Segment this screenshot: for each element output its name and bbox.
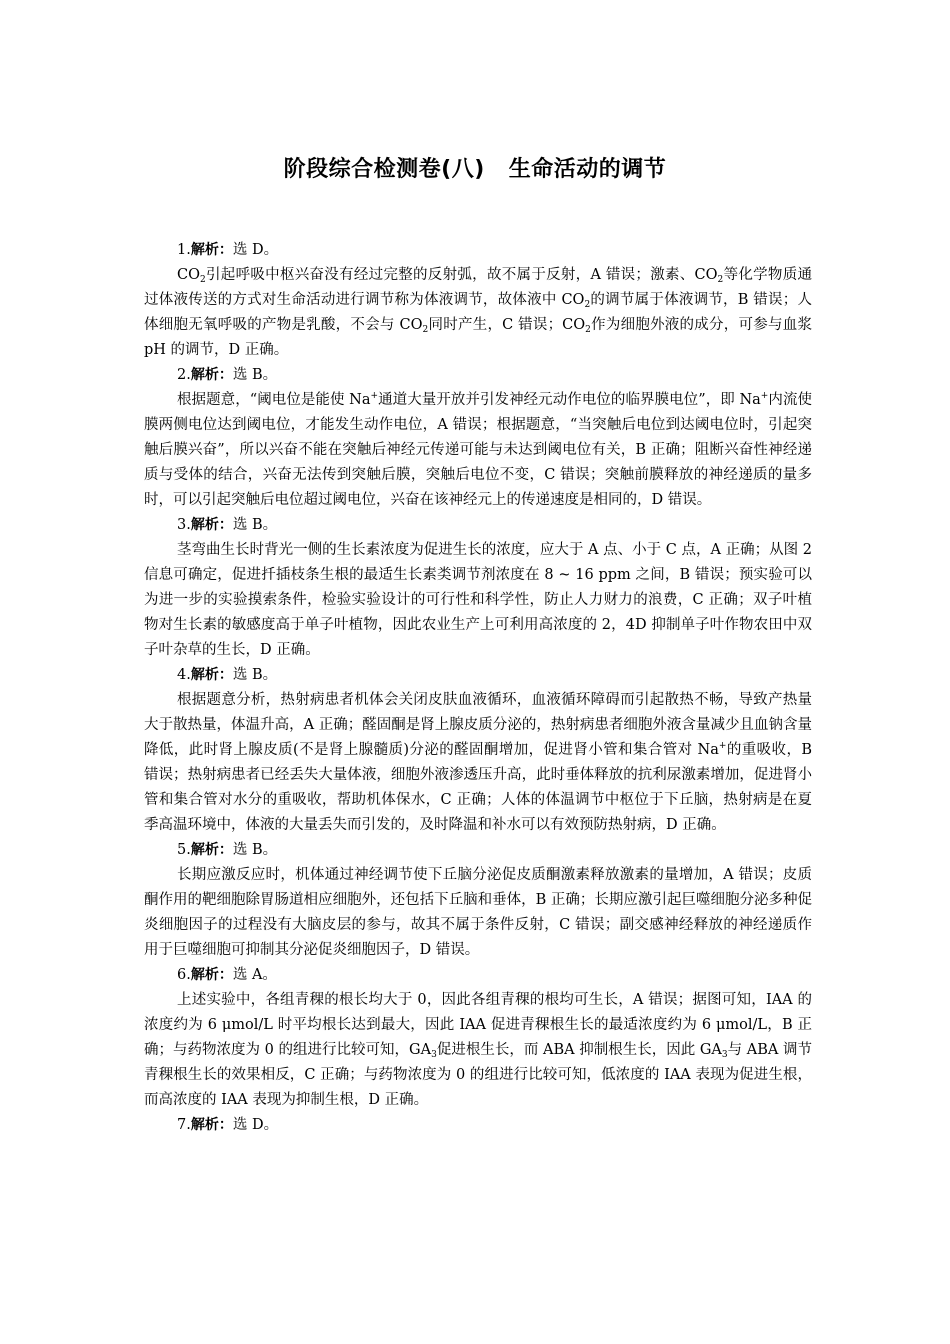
analysis-label: 解析：: [190, 967, 233, 983]
analysis-label: 解析：: [190, 667, 233, 683]
answer-choice: 选 B。: [232, 517, 278, 533]
answer-choice: 选 B。: [232, 667, 278, 683]
analysis-label: 解析：: [190, 517, 233, 533]
question-number: 1.: [177, 242, 191, 258]
question-number: 3.: [177, 517, 191, 533]
analysis-label: 解析：: [190, 367, 233, 383]
question-6-header: [144, 963, 812, 988]
answer-choice: 选 A。: [232, 967, 277, 983]
question-6-explanation: 上述实验中，各组青稞的根长均大于 0，因此各组青稞的根均可生长，A 错误；据图可知，IAA 的浓度约为 6 μmol/L 时平均根长达到最大，因此 IAA 促进青稞根生长的最适浓度约为 6 μmol/L，B 正确；与药物浓度为 0 的组进行比较可知，$GA_3$促进根生长，而 ABA 抑制根生长，因此 $GA_3$与 ABA 调节青稞根生长的效果相反，C 正确；与药物浓度为 0 的组进行比较可知，低浓度的 IAA 表现为促进生根，而高浓度的 IAA 表现为抑制生根，D 正确。: [144, 992, 812, 1108]
question-5-header: [144, 838, 812, 863]
question-4-explanation: 根据题意分析，热射病患者机体会关闭皮肤血液循环，血液循环障碍而引起散热不畅，导致产热量大于散热量，体温升高，A 正确；醛固酮是肾上腺皮质分泌的，热射病患者细胞外液含量减少且血钠含量降低，此时肾上腺皮质(不是肾上腺髓质)分泌的醛固酮增加，促进肾小管和集合管对 Na+的重吸收，B 错误；热射病患者已经丢失大量体液，细胞外液渗透压升高，此时垂体释放的抗利尿激素增加，促进肾小管和集合管对水分的重吸收，帮助机体保水，C 正确；人体的体温调节中枢位于下丘脑，热射病是在夏季高温环境中，体液的大量丢失而引发的，及时降温和补水可以有效预防热射病，D 正确。: [144, 692, 812, 833]
question-number: 6.: [177, 967, 191, 983]
answer-choice: 选 B。: [232, 842, 278, 858]
question-number: 5.: [177, 842, 191, 858]
analysis-label: 解析：: [190, 842, 233, 858]
question-2-header: [144, 363, 812, 388]
question-2-explanation: 根据题意，“阈电位是能使 Na+通道大量开放并引发神经元动作电位的临界膜电位”，即 Na+内流使膜两侧电位达到阈电位，才能发生动作电位，A 错误；根据题意，“当突触后电位到达阈电位时，引起突触后膜兴奋”，所以兴奋不能在突触后神经元传递可能与未达到阈电位有关，B 正确；阻断兴奋性神经递质与受体的结合，兴奋无法传到突触后膜，突触后电位不变，C 错误；突触前膜释放的神经递质的量多时，可以引起突触后电位超过阈电位，兴奋在该神经元上的传递速度是相同的，D 错误。: [144, 391, 812, 508]
question-number: 4.: [177, 667, 191, 683]
question-number: 2.: [177, 367, 191, 383]
title-sub: 生命活动的调节: [508, 157, 667, 182]
answers-body: [144, 238, 812, 1138]
title-main: 阶段综合检测卷(八): [283, 157, 485, 182]
question-number: 7.: [177, 1117, 191, 1133]
question-1-explanation: $CO_2$引起呼吸中枢兴奋没有经过完整的反射弧，故不属于反射，A 错误；激素、$CO_2$等化学物质通过体液传送的方式对生命活动进行调节称为体液调节，故体液中 $CO_2$的调节属于体液调节，B 错误；人体细胞无氧呼吸的产物是乳酸，不会与 $CO_2$同时产生，C 错误；$CO_2$作为细胞外液的成分，可参与血浆 pH 的调节，D 正确。: [144, 267, 813, 358]
question-3-header: [144, 513, 812, 538]
answer-choice: 选 B。: [232, 367, 278, 383]
question-7-header: [144, 1113, 812, 1138]
page-title: [0, 152, 950, 188]
analysis-label: 解析：: [190, 242, 233, 258]
question-4-header: [144, 663, 812, 688]
question-3-explanation: 茎弯曲生长时背光一侧的生长素浓度为促进生长的浓度，应大于 A 点、小于 C 点，A 正确；从图 2 信息可确定，促进扦插枝条生根的最适生长素类调节剂浓度在 8 ~ 16 ppm 之间，B 错误；预实验可以为进一步的实验摸索条件，检验实验设计的可行性和科学性，防止人力财力的浪费，C 正确；双子叶植物对生长素的敏感度高于单子叶植物，因此农业生产上可利用高浓度的 2，4D 抑制单子叶作物农田中双子叶杂草的生长，D 正确。: [144, 542, 812, 658]
question-5-explanation: 长期应激反应时，机体通过神经调节使下丘脑分泌促皮质酮激素释放激素的量增加，A 错误；皮质酮作用的靶细胞除胃肠道相应细胞外，还包括下丘脑和垂体，B 正确；长期应激引起巨噬细胞分泌多种促炎细胞因子的过程没有大脑皮层的参与，故其不属于条件反射，C 错误；副交感神经释放的神经递质作用于巨噬细胞可抑制其分泌促炎细胞因子，D 错误。: [144, 867, 812, 958]
question-1-header: [144, 238, 812, 263]
answer-choice: 选 D。: [232, 242, 279, 258]
answer-choice: 选 D。: [232, 1117, 279, 1133]
analysis-label: 解析：: [190, 1117, 233, 1133]
